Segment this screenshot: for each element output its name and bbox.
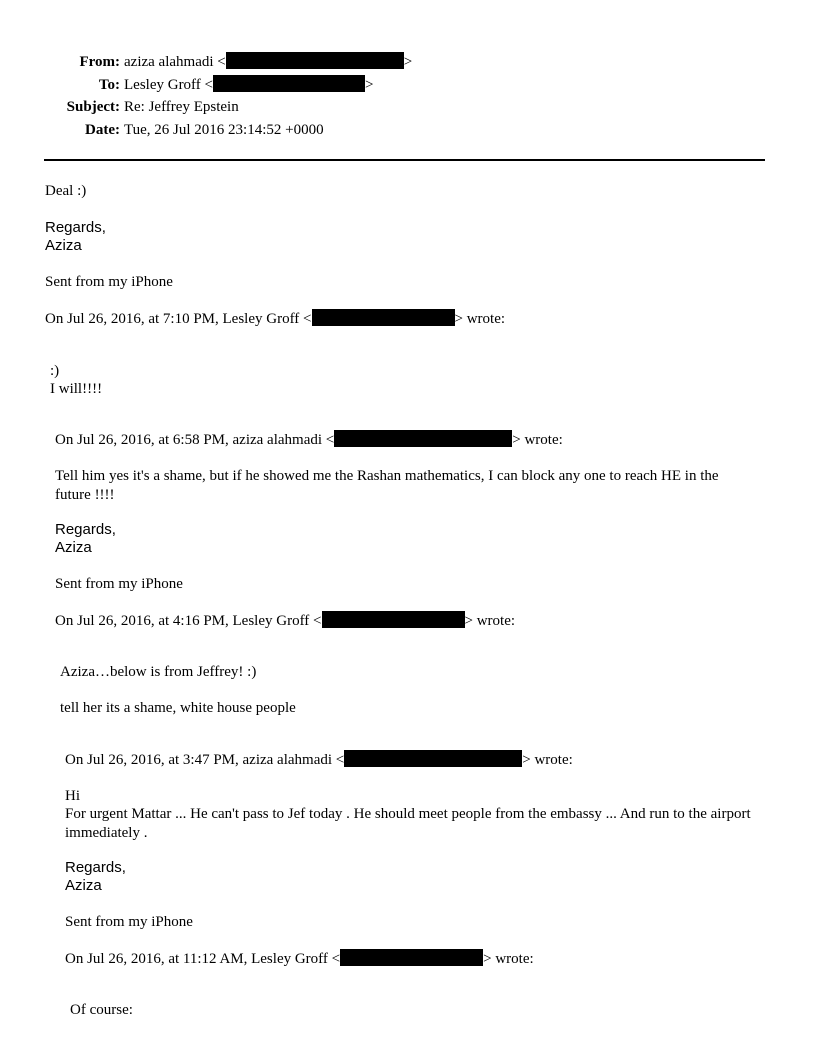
message-greeting: Hi [65, 788, 80, 804]
quote-prefix: On Jul 26, 2016, at 6:58 PM, aziza alahmadi < [55, 432, 335, 448]
signature-regards: Regards, [55, 521, 116, 538]
subject-value: Re: Jeffrey Epstein [124, 99, 239, 115]
redacted-block [213, 75, 365, 92]
to-value [124, 75, 373, 95]
quote-suffix: > wrote: [512, 432, 563, 448]
quote-prefix: On Jul 26, 2016, at 7:10 PM, Lesley Groff < [45, 311, 312, 327]
message-text: For urgent Mattar ... He can't pass to Jef today . He should meet people from the embassy ... And run to the airport immediately . [65, 806, 751, 841]
angle-close: > [365, 76, 374, 93]
redacted-block [344, 750, 522, 767]
to-label: To: [98, 76, 120, 93]
redacted-block [226, 52, 404, 69]
to-name: Lesley Groff < [124, 76, 213, 93]
header-divider [44, 159, 765, 161]
from-name: aziza alahmadi < [124, 54, 226, 70]
signature-regards: Regards, [45, 219, 106, 236]
message-text: tell her its a shame, white house people [60, 700, 296, 716]
message-text: Aziza…below is from Jeffrey! :) [60, 664, 257, 680]
redacted-block [322, 611, 465, 628]
from-value [124, 52, 412, 72]
from-row [0, 52, 816, 75]
sent-from-iphone: Sent from my iPhone [65, 914, 193, 930]
redacted-block [340, 949, 483, 966]
date-label: Date: [85, 121, 120, 138]
quote-prefix: On Jul 26, 2016, at 11:12 AM, Lesley Groff < [65, 951, 341, 967]
signature-regards: Regards, [65, 859, 126, 876]
signature-name: Aziza [65, 877, 102, 894]
message-text: Deal :) [45, 183, 87, 199]
message-text: Of course: [70, 1002, 133, 1018]
quote-suffix: > wrote: [454, 311, 506, 327]
angle-close: > [403, 54, 413, 70]
message-text: Tell him yes it's a shame, but if he showed me the Rashan mathematics, I can block any one to reach HE in the future !!!! [55, 468, 719, 503]
quote-attribution [65, 750, 573, 770]
quote-suffix: > wrote: [464, 613, 516, 629]
quote-attribution [55, 611, 515, 631]
quote-attribution [65, 949, 534, 969]
quote-suffix: > wrote: [522, 752, 573, 768]
quote-suffix: > wrote: [483, 951, 534, 967]
from-label: From: [79, 54, 120, 70]
sent-from-iphone: Sent from my iPhone [55, 576, 183, 592]
signature-name: Aziza [55, 539, 92, 556]
message-text: :) [50, 363, 60, 379]
quote-prefix: On Jul 26, 2016, at 3:47 PM, aziza alahmadi < [65, 752, 345, 768]
quote-attribution [45, 309, 505, 329]
signature-name: Aziza [45, 237, 82, 254]
email-header [0, 52, 816, 142]
date-value: Tue, 26 Jul 2016 23:14:52 +0000 [124, 121, 324, 138]
to-row [0, 75, 816, 98]
subject-row [0, 97, 816, 120]
redacted-block [334, 430, 512, 447]
message-text: I will!!!! [50, 381, 103, 397]
date-row [0, 120, 816, 143]
quote-prefix: On Jul 26, 2016, at 4:16 PM, Lesley Groff < [55, 613, 322, 629]
subject-label: Subject: [66, 99, 120, 115]
quote-attribution [55, 430, 563, 450]
redacted-block [312, 309, 455, 326]
sent-from-iphone: Sent from my iPhone [45, 274, 173, 290]
